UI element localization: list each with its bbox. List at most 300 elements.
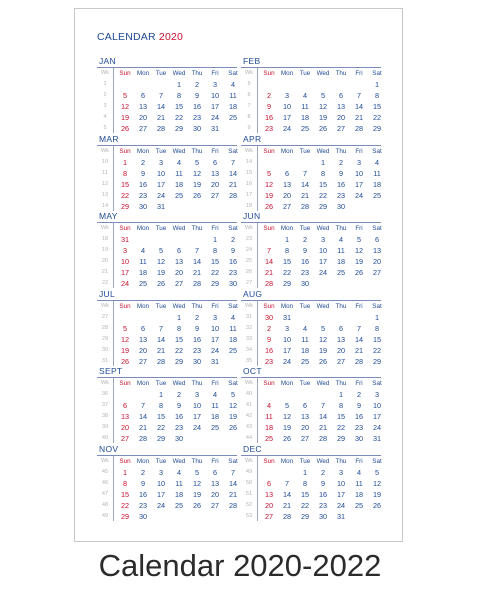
week-number: 14 — [101, 202, 109, 209]
week-number: 51 — [245, 490, 253, 497]
day-cell: 21 — [354, 345, 364, 355]
month-aug — [241, 289, 381, 367]
day-cell: 6 — [374, 235, 380, 244]
week-column-header: Wk — [100, 457, 110, 464]
week-number: 35 — [245, 357, 253, 364]
day-cell: 2 — [194, 80, 200, 89]
weekday-header-cell: Mon — [280, 225, 294, 232]
weekday-header-cell: Wed — [172, 380, 186, 387]
day-cell: 8 — [212, 246, 218, 255]
day-cell: 12 — [120, 334, 130, 344]
day-cell: 22 — [300, 500, 310, 510]
week-row — [241, 324, 381, 333]
day-cell: 28 — [138, 434, 148, 443]
day-cell: 7 — [140, 401, 146, 410]
week-row — [97, 180, 237, 189]
week-number: 47 — [101, 490, 109, 497]
day-cell: 19 — [264, 190, 274, 200]
weekday-header-cell: Sat — [372, 225, 382, 232]
day-cell: 6 — [338, 91, 344, 100]
month-divider — [97, 145, 237, 146]
weekday-header-cell: Tue — [299, 380, 311, 387]
day-cell: 16 — [138, 179, 148, 189]
weekday-header-cell: Sun — [263, 457, 275, 465]
day-cell: 2 — [194, 312, 200, 322]
week-column-header: Wk — [244, 70, 254, 76]
weekday-header-cell: Thu — [191, 147, 203, 155]
day-cell: 21 — [138, 423, 148, 432]
day-cell: 9 — [266, 334, 272, 344]
day-cell: 13 — [372, 246, 382, 255]
week-number: 20 — [101, 258, 109, 264]
day-cell: 18 — [300, 113, 310, 122]
day-cell: 4 — [338, 235, 344, 244]
day-cell: 1 — [374, 312, 380, 322]
day-cell: 30 — [138, 511, 148, 521]
week-row — [241, 158, 381, 167]
day-cell: 8 — [374, 91, 380, 100]
day-cell: 1 — [320, 157, 326, 167]
day-cell: 3 — [194, 390, 200, 399]
weekday-header-cell: Fri — [211, 70, 219, 77]
day-cell: 26 — [192, 500, 202, 510]
week-number: 5 — [247, 81, 251, 87]
day-cell: 4 — [356, 467, 362, 477]
day-cell: 10 — [318, 246, 328, 255]
day-cell: 20 — [210, 179, 220, 189]
month-divider — [97, 222, 237, 223]
day-cell: 22 — [372, 113, 382, 122]
week-row — [241, 279, 381, 288]
day-cell: 18 — [264, 423, 274, 432]
week-row — [97, 490, 237, 499]
day-cell: 6 — [140, 323, 146, 333]
week-number: 18 — [245, 202, 253, 209]
day-cell: 5 — [284, 401, 290, 410]
day-cell: 3 — [212, 312, 218, 322]
week-row — [97, 423, 237, 432]
day-cell: 2 — [140, 467, 146, 477]
day-cell: 26 — [120, 124, 130, 133]
week-row — [97, 202, 237, 211]
day-cell: 12 — [318, 102, 328, 111]
day-cell: 27 — [282, 201, 292, 211]
weekday-header-cell: Sun — [263, 225, 275, 232]
day-cell: 28 — [228, 500, 238, 510]
weekday-header-cell: Sat — [372, 302, 382, 310]
weekday-header-cell: Fri — [355, 380, 363, 387]
week-row — [241, 335, 381, 344]
day-cell: 5 — [194, 157, 200, 167]
day-cell: 7 — [356, 91, 362, 100]
day-cell: 4 — [230, 312, 236, 322]
week-number: 44 — [245, 435, 253, 441]
day-cell: 22 — [120, 500, 130, 510]
weekday-header-cell: Fri — [355, 302, 363, 310]
day-cell: 28 — [354, 124, 364, 133]
day-cell: 14 — [228, 168, 238, 178]
day-cell: 26 — [282, 434, 292, 443]
day-cell: 26 — [228, 423, 238, 432]
day-cell: 3 — [158, 157, 164, 167]
day-cell: 27 — [210, 500, 220, 510]
weekday-header-cell: Mon — [136, 302, 150, 310]
week-number: 27 — [245, 280, 253, 286]
day-cell: 23 — [174, 423, 184, 432]
day-cell: 8 — [122, 478, 128, 488]
day-cell: 8 — [338, 401, 344, 410]
week-number: 29 — [101, 335, 109, 342]
week-row — [241, 102, 381, 111]
day-cell: 13 — [120, 412, 130, 421]
day-cell: 14 — [156, 334, 166, 344]
day-cell: 10 — [156, 168, 166, 178]
month-jul — [97, 289, 237, 367]
day-cell: 8 — [374, 323, 380, 333]
day-cell: 24 — [156, 500, 166, 510]
weekday-header-cell: Sat — [228, 302, 238, 310]
week-row — [241, 423, 381, 432]
day-cell: 12 — [354, 246, 364, 255]
week-number: 1 — [103, 81, 107, 87]
day-cell: 4 — [374, 157, 380, 167]
week-number: 12 — [101, 180, 109, 187]
day-cell: 25 — [336, 268, 346, 277]
day-cell: 19 — [192, 489, 202, 499]
weekday-header-cell: Fri — [211, 457, 219, 465]
day-cell: 17 — [120, 268, 130, 277]
day-cell: 14 — [318, 412, 328, 421]
weekday-header-cell: Sun — [119, 225, 131, 232]
month-name: JAN — [99, 56, 116, 66]
day-cell: 11 — [301, 334, 309, 344]
week-row — [241, 412, 381, 421]
day-cell: 3 — [212, 80, 218, 89]
day-cell: 10 — [372, 401, 382, 410]
week-number: 26 — [245, 269, 253, 275]
day-cell: 23 — [138, 500, 148, 510]
weekday-header-cell: Sun — [119, 147, 131, 155]
day-cell: 29 — [318, 201, 328, 211]
day-cell: 27 — [336, 124, 346, 133]
weekday-header-cell: Tue — [155, 302, 167, 310]
day-cell: 3 — [284, 91, 290, 100]
day-cell: 12 — [318, 334, 328, 344]
weekday-header-cell: Fri — [355, 457, 363, 465]
day-cell: 29 — [174, 124, 184, 133]
day-cell: 6 — [266, 478, 272, 488]
day-cell: 24 — [354, 190, 364, 200]
day-cell: 11 — [175, 168, 183, 178]
weekday-header-cell: Mon — [280, 302, 294, 310]
day-cell: 9 — [140, 168, 146, 178]
day-cell: 22 — [372, 345, 382, 355]
day-cell: 18 — [228, 102, 238, 111]
day-cell: 29 — [300, 511, 310, 521]
day-cell: 27 — [300, 434, 310, 443]
week-number: 3 — [103, 103, 107, 109]
day-cell: 19 — [318, 113, 328, 122]
week-number: 22 — [101, 280, 109, 286]
week-row — [97, 191, 237, 200]
day-cell: 30 — [174, 434, 184, 443]
day-cell: 7 — [230, 467, 236, 477]
day-cell: 4 — [266, 401, 272, 410]
week-row — [241, 434, 381, 443]
week-column-header: Wk — [100, 225, 110, 231]
day-cell: 15 — [318, 179, 328, 189]
month-divider — [241, 300, 381, 301]
week-number: 7 — [247, 103, 251, 109]
weekday-header-cell: Wed — [316, 302, 330, 310]
day-cell: 6 — [176, 246, 182, 255]
week-number: 52 — [245, 501, 253, 508]
week-row — [241, 91, 381, 100]
day-cell: 4 — [302, 91, 308, 100]
day-cell: 11 — [265, 412, 273, 421]
day-cell: 24 — [192, 423, 202, 432]
day-cell: 22 — [174, 345, 184, 355]
day-cell: 1 — [338, 390, 344, 399]
day-cell: 11 — [337, 246, 345, 255]
weekday-header-cell: Tue — [299, 225, 311, 232]
day-cell: 3 — [320, 235, 326, 244]
month-divider — [241, 145, 381, 146]
day-cell: 6 — [284, 168, 290, 178]
day-cell: 19 — [120, 113, 130, 122]
day-cell: 17 — [156, 489, 166, 499]
day-cell: 5 — [266, 168, 272, 178]
week-row — [241, 501, 381, 510]
day-cell: 8 — [284, 246, 290, 255]
week-number: 41 — [245, 402, 253, 408]
week-row — [97, 468, 237, 477]
weekday-header-cell: Wed — [316, 457, 330, 465]
day-cell: 3 — [284, 323, 290, 333]
day-cell: 21 — [156, 345, 166, 355]
week-number: 40 — [101, 435, 109, 441]
week-number: 46 — [101, 479, 109, 486]
week-row — [97, 412, 237, 421]
day-cell: 4 — [176, 157, 182, 167]
day-cell: 18 — [138, 268, 148, 277]
week-number: 18 — [101, 236, 109, 242]
day-cell: 1 — [212, 235, 218, 244]
week-column-header: Wk — [244, 380, 254, 386]
day-cell: 19 — [282, 423, 292, 432]
month-name: OCT — [243, 366, 262, 376]
weekday-header-cell: Sun — [263, 70, 275, 77]
week-row — [97, 158, 237, 167]
day-cell: 22 — [156, 423, 166, 432]
day-cell: 30 — [138, 201, 148, 211]
week-number: 49 — [245, 468, 253, 475]
day-cell: 9 — [320, 478, 326, 488]
weekday-header — [241, 457, 381, 466]
day-cell: 6 — [302, 401, 308, 410]
day-cell: 28 — [354, 356, 364, 366]
weekday-header-cell: Sat — [372, 457, 382, 465]
day-cell: 18 — [372, 179, 382, 189]
day-cell: 23 — [228, 268, 238, 277]
day-cell: 7 — [230, 157, 236, 167]
weekday-header-cell: Mon — [136, 147, 150, 155]
day-cell: 14 — [354, 334, 364, 344]
day-cell: 21 — [282, 500, 292, 510]
day-cell: 7 — [158, 91, 164, 100]
month-mar — [97, 134, 237, 212]
day-cell: 18 — [336, 257, 346, 266]
day-cell: 27 — [336, 356, 346, 366]
day-cell: 17 — [318, 257, 328, 266]
day-cell: 26 — [192, 190, 202, 200]
week-row — [241, 479, 381, 488]
day-cell: 16 — [318, 489, 328, 499]
day-cell: 11 — [229, 91, 237, 100]
weekday-header-cell: Fri — [355, 147, 363, 155]
week-number: 25 — [245, 258, 253, 264]
week-row — [241, 268, 381, 277]
day-cell: 13 — [336, 334, 346, 344]
month-name: FEB — [243, 56, 261, 66]
day-cell: 4 — [230, 80, 236, 89]
day-cell: 20 — [174, 268, 184, 277]
month-name: NOV — [99, 443, 119, 454]
day-cell: 25 — [354, 500, 364, 510]
day-cell: 16 — [192, 102, 202, 111]
day-cell: 30 — [318, 511, 328, 521]
day-cell: 26 — [372, 500, 382, 510]
weekday-header-cell: Sun — [263, 302, 275, 310]
day-cell: 16 — [354, 412, 364, 421]
day-cell: 2 — [230, 235, 236, 244]
day-cell: 12 — [192, 478, 202, 488]
day-cell: 19 — [354, 257, 364, 266]
week-number: 17 — [245, 191, 253, 198]
day-cell: 17 — [372, 412, 382, 421]
day-cell: 12 — [372, 478, 382, 488]
day-cell: 21 — [300, 190, 310, 200]
day-cell: 2 — [266, 323, 272, 333]
day-cell: 3 — [356, 157, 362, 167]
day-cell: 27 — [210, 190, 220, 200]
day-cell: 16 — [138, 489, 148, 499]
weekday-header-cell: Tue — [299, 457, 311, 465]
day-cell: 7 — [194, 246, 200, 255]
day-cell: 20 — [264, 500, 274, 510]
week-row — [97, 390, 237, 399]
day-cell: 27 — [264, 511, 274, 521]
day-cell: 13 — [174, 257, 184, 266]
day-cell: 28 — [318, 434, 328, 443]
day-cell: 22 — [120, 190, 130, 200]
day-cell: 26 — [318, 124, 328, 133]
day-cell: 21 — [228, 179, 238, 189]
week-row — [241, 235, 381, 244]
month-divider — [97, 377, 237, 378]
weekday-header-cell: Mon — [136, 225, 150, 232]
day-cell: 12 — [264, 179, 274, 189]
day-cell: 13 — [336, 102, 346, 111]
day-cell: 26 — [264, 201, 274, 211]
day-cell: 29 — [120, 201, 130, 211]
day-cell: 18 — [354, 489, 364, 499]
week-row — [97, 257, 237, 266]
weekday-header-cell: Mon — [280, 70, 294, 77]
page-caption: Calendar 2020-2022 — [98, 548, 382, 583]
weekday-header-cell: Wed — [172, 147, 186, 155]
week-row — [241, 401, 381, 410]
weekday-header-cell: Fri — [211, 302, 219, 310]
day-cell: 31 — [336, 511, 346, 521]
day-cell: 31 — [372, 434, 382, 443]
weekday-header-cell: Fri — [355, 225, 363, 232]
weekday-header-cell: Fri — [355, 70, 363, 77]
week-row — [241, 180, 381, 189]
day-cell: 2 — [140, 157, 146, 167]
day-cell: 22 — [282, 268, 292, 277]
day-cell: 23 — [318, 500, 328, 510]
weekday-header-cell: Mon — [280, 457, 294, 465]
week-row — [241, 390, 381, 399]
day-cell: 26 — [318, 356, 328, 366]
day-cell: 24 — [318, 268, 328, 277]
weekday-header-cell: Mon — [136, 70, 150, 77]
day-cell: 23 — [192, 113, 202, 122]
week-row — [97, 346, 237, 355]
day-cell: 17 — [282, 345, 292, 355]
day-cell: 10 — [354, 168, 364, 178]
weekday-header — [97, 147, 237, 156]
month-name: APR — [243, 133, 262, 144]
week-number: 28 — [101, 324, 109, 331]
day-cell: 9 — [194, 91, 200, 100]
day-cell: 23 — [300, 268, 310, 277]
weekday-header-cell: Tue — [155, 225, 167, 232]
day-cell: 1 — [302, 467, 308, 477]
week-row — [241, 202, 381, 211]
weekday-header — [241, 147, 381, 156]
day-cell: 24 — [120, 279, 130, 288]
day-cell: 31 — [210, 124, 220, 133]
month-name: JUL — [99, 288, 116, 299]
day-cell: 30 — [264, 312, 274, 322]
week-row — [97, 268, 237, 277]
weekday-header — [241, 302, 381, 311]
weekday-header — [97, 69, 237, 78]
week-number: 34 — [245, 346, 253, 353]
weekday-header-cell: Wed — [172, 70, 186, 77]
week-number: 5 — [103, 125, 107, 131]
calendar-title-year: 2020 — [158, 31, 184, 43]
weekday-header-cell: Wed — [316, 70, 330, 77]
day-cell: 7 — [158, 323, 164, 333]
day-cell: 30 — [192, 356, 202, 366]
month-name: SEPT — [99, 366, 123, 376]
day-cell: 12 — [228, 401, 238, 410]
weekday-header-cell: Thu — [191, 302, 203, 310]
week-column-header: Wk — [100, 380, 110, 386]
week-number: 24 — [245, 247, 253, 253]
week-row — [241, 490, 381, 499]
day-cell: 6 — [338, 323, 344, 333]
day-cell: 4 — [212, 390, 218, 399]
weekday-header-cell: Wed — [172, 225, 186, 232]
week-column-header: Wk — [244, 457, 254, 464]
month-divider — [97, 455, 237, 456]
week-number: 21 — [101, 269, 109, 275]
day-cell: 9 — [230, 246, 236, 255]
